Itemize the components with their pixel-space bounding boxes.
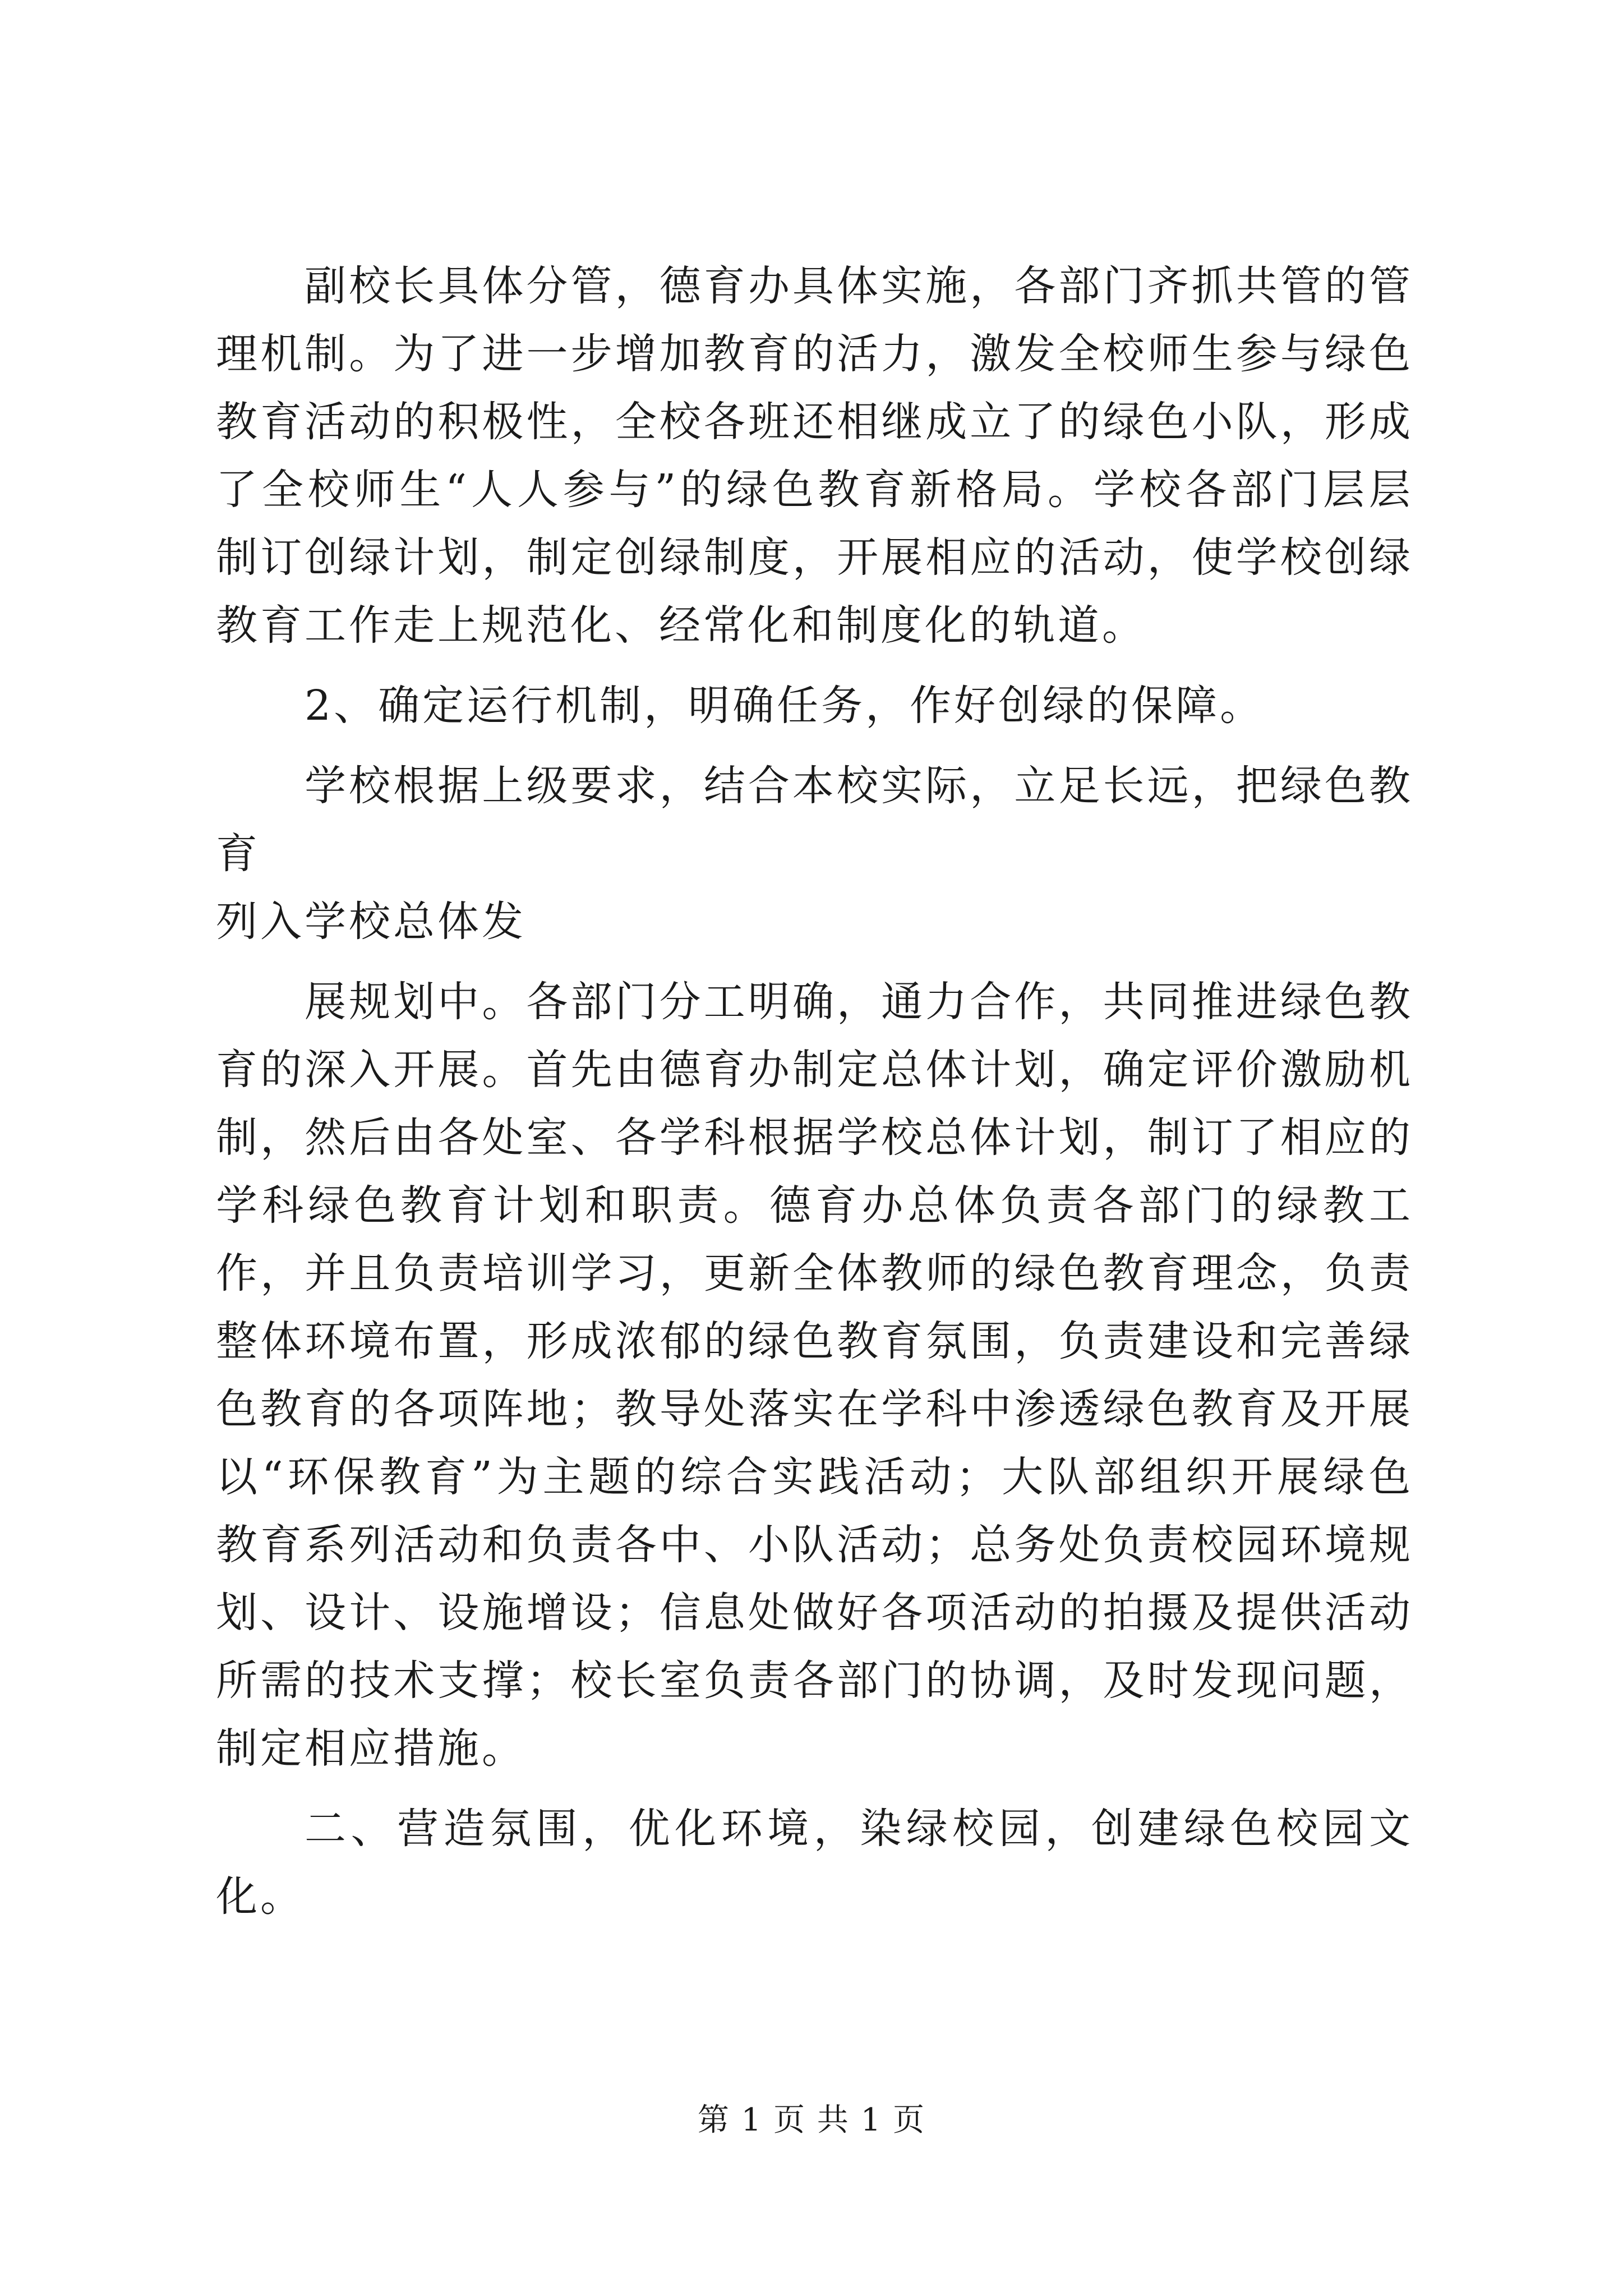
- paragraph-school-requirements: 学校根据上级要求，结合本校实际，立足长远，把绿色教育: [216, 762, 1413, 878]
- page-footer: 第 1 页 共 1 页: [697, 2102, 926, 2138]
- paragraph-section-two-heading: 二、营造氛围，优化环境，染绿校园，创建绿色校园文化。: [216, 1805, 1413, 1921]
- document-body: [216, 252, 1413, 1943]
- paragraph-school-requirements-continued: 列入学校总体发: [216, 898, 526, 946]
- paragraph-development-plan: 展规划中。各部门分工明确，通力合作，共同推进绿色教育的深入开展。首先由德育办制定总体计划，确定评价激励机制，然后由各处室、各学科根据学校总体计划，制订了相应的学科绿色教育计划和职责。德育办总体负责各部门的绿教工作，并且负责培训学习，更新全体教师的绿色教育理念，负责整体环境布置，形成浓郁的绿色教育氛围，负责建设和完善绿色教育的各项阵地；教导处落实在学科中渗透绿色教育及开展以“环保教育”为主题的综合实践活动；大队部组织开展绿色教育系列活动和负责各中、小队活动；总务处负责校园环境规划、设计、设施增设；信息处做好各项活动的拍摄及提供活动所需的技术支撑；校长室负责各部门的协调，及时发现问题，制定相应措施。: [216, 978, 1413, 1773]
- paragraph-heading-operation-mechanism: 2、确定运行机制，明确任务，作好创绿的保障。: [305, 682, 1265, 730]
- paragraph-management-mechanism: 副校长具体分管，德育办具体实施，各部门齐抓共管的管理机制。为了进一步增加教育的活力，激发全校师生参与绿色教育活动的积极性，全校各班还相继成立了的绿色小队，形成了全校师生“人人参与”的绿色教育新格局。学校各部门层层制订创绿计划，制定创绿制度，开展相应的活动，使学校创绿教育工作走上规范化、经常化和制度化的轨道。: [216, 262, 1413, 650]
